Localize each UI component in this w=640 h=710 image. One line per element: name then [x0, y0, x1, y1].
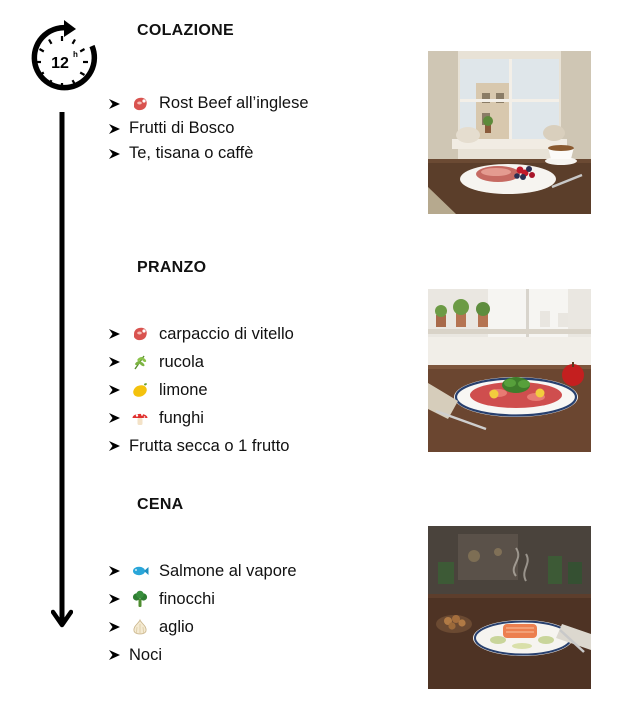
garlic-icon	[131, 618, 149, 636]
arrow-bullet-icon	[108, 621, 122, 633]
food-list	[108, 557, 297, 669]
item-text: Frutti di Bosco	[129, 119, 235, 137]
list-item	[108, 91, 309, 116]
list-item	[108, 116, 309, 141]
list-item	[108, 432, 294, 460]
food-list	[108, 91, 309, 166]
arrow-bullet-icon	[108, 649, 122, 661]
meat-icon	[131, 325, 149, 343]
item-text: Salmone al vapore	[159, 561, 297, 580]
arrow-bullet-icon	[108, 356, 122, 368]
list-item	[108, 404, 294, 432]
timeline-arrow	[51, 112, 73, 632]
list-item	[108, 320, 294, 348]
item-text: finocchi	[159, 589, 215, 608]
arrow-bullet-icon	[108, 148, 122, 160]
item-text: Noci	[129, 645, 163, 664]
mushroom-icon	[131, 409, 149, 427]
list-item	[108, 557, 297, 585]
item-text: funghi	[159, 408, 204, 427]
item-text: rucola	[159, 352, 204, 371]
arrow-bullet-icon	[108, 123, 122, 135]
list-item	[108, 141, 309, 166]
food-list	[108, 320, 294, 460]
list-item	[108, 376, 294, 404]
item-text: Frutta secca o 1 frutto	[129, 436, 290, 455]
item-text: limone	[159, 380, 208, 399]
item-text: Rost Beef all’inglese	[159, 94, 309, 112]
item-text: aglio	[159, 617, 194, 636]
arrow-bullet-icon	[108, 565, 122, 577]
clock-superscript: h	[73, 50, 78, 59]
arrow-bullet-icon	[108, 593, 122, 605]
herb-icon	[131, 353, 149, 371]
list-item	[108, 641, 297, 669]
broccoli-icon	[131, 590, 149, 608]
arrow-bullet-icon	[108, 440, 122, 452]
meal-title: COLAZIONE	[137, 22, 234, 39]
arrow-bullet-icon	[108, 384, 122, 396]
meal-title: PRANZO	[137, 259, 207, 276]
dinner-photo	[428, 526, 591, 689]
item-text: carpaccio di vitello	[159, 324, 294, 343]
clock-label: 12	[51, 55, 69, 72]
list-item	[108, 613, 297, 641]
lemon-icon	[131, 381, 149, 399]
arrow-bullet-icon	[108, 328, 122, 340]
lunch-photo	[428, 289, 591, 452]
arrow-bullet-icon	[108, 98, 122, 110]
clock-12h-icon	[28, 20, 98, 96]
list-item	[108, 585, 297, 613]
meal-title: CENA	[137, 496, 184, 513]
arrow-bullet-icon	[108, 412, 122, 424]
item-text: Te, tisana o caffè	[129, 144, 254, 162]
list-item	[108, 348, 294, 376]
fish-icon	[131, 562, 149, 580]
breakfast-photo	[428, 51, 591, 214]
meat-icon	[131, 95, 149, 113]
